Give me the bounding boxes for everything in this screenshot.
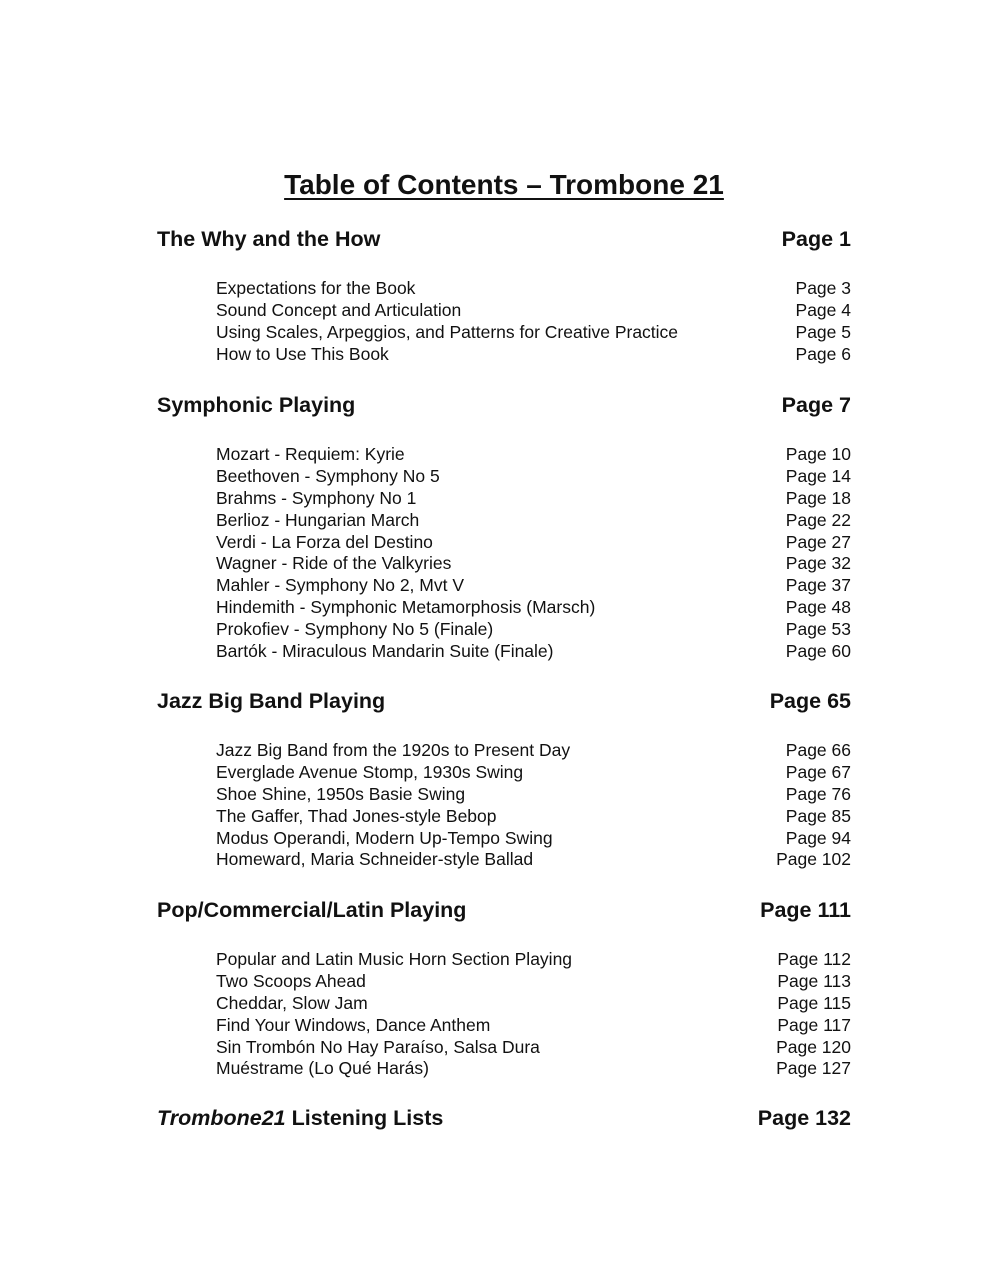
entry-label: Find Your Windows, Dance Anthem	[216, 1014, 491, 1035]
toc-entry[interactable]	[216, 784, 851, 806]
entry-page: Page 112	[777, 949, 851, 969]
toc-section-listening-lists	[157, 1104, 851, 1132]
entry-label: Popular and Latin Music Horn Section Playing	[216, 949, 573, 969]
entry-page: Page 66	[785, 740, 851, 760]
section-title: Pop/Commercial/Latin Playing	[157, 898, 467, 922]
toc-entry[interactable]	[216, 553, 851, 575]
entry-page: Page 102	[776, 849, 851, 870]
entry-page: Page 27	[785, 531, 851, 552]
toc-entry[interactable]	[216, 488, 851, 510]
toc-section-symphonic	[157, 391, 851, 663]
entry-page: Page 115	[777, 992, 851, 1013]
entry-page: Page 117	[777, 1014, 851, 1035]
toc-entry[interactable]	[216, 740, 851, 762]
entry-label: Homeward, Maria Schneider-style Ballad	[216, 849, 534, 870]
toc-section-pop-latin	[157, 896, 851, 1080]
entry-label: Brahms - Symphony No 1	[216, 487, 417, 508]
entry-page: Page 53	[785, 619, 851, 640]
section-page: Page 111	[760, 898, 851, 922]
section-title-rest: Listening Lists	[285, 1106, 444, 1130]
toc-entry[interactable]	[216, 575, 851, 597]
entry-label: Sin Trombón No Hay Paraíso, Salsa Dura	[216, 1036, 540, 1057]
entry-label: Jazz Big Band from the 1920s to Present Day	[216, 740, 571, 760]
section-page: Page 7	[781, 393, 851, 417]
toc-entry[interactable]	[216, 597, 851, 619]
entry-label: Sound Concept and Articulation	[216, 299, 462, 320]
entry-label: Using Scales, Arpeggios, and Patterns for Creative Practice	[216, 321, 679, 342]
page-title-text: Table of Contents – Trombone 21	[284, 169, 724, 200]
entry-label: Prokofiev - Symphony No 5 (Finale)	[216, 619, 494, 640]
toc-entry[interactable]	[216, 444, 851, 466]
entry-label: Expectations for the Book	[216, 278, 416, 298]
entry-label: Everglade Avenue Stomp, 1930s Swing	[216, 761, 524, 782]
entry-page: Page 60	[785, 641, 851, 662]
entry-label: Mahler - Symphony No 2, Mvt V	[216, 575, 464, 596]
toc-entry[interactable]	[216, 849, 851, 871]
toc-entry[interactable]	[216, 278, 851, 300]
section-heading[interactable]	[157, 896, 851, 924]
toc-section-why-how	[157, 225, 851, 366]
toc-entry[interactable]	[216, 641, 851, 663]
section-page: Page 65	[769, 689, 851, 713]
entry-label: Berlioz - Hungarian March	[216, 509, 420, 530]
entry-page: Page 32	[785, 553, 851, 574]
section-entries	[216, 949, 851, 1080]
entry-page: Page 18	[785, 487, 851, 508]
toc-entry[interactable]	[216, 949, 851, 971]
toc-entry[interactable]	[216, 762, 851, 784]
section-title: Symphonic Playing	[157, 393, 356, 417]
entry-page: Page 4	[795, 299, 851, 320]
toc-section-jazz	[157, 687, 851, 871]
entry-label: Modus Operandi, Modern Up-Tempo Swing	[216, 827, 553, 848]
toc-entry[interactable]	[216, 1037, 851, 1059]
toc-entry[interactable]	[216, 993, 851, 1015]
entry-page: Page 48	[785, 597, 851, 618]
section-heading[interactable]	[157, 225, 851, 253]
entry-page: Page 22	[785, 509, 851, 530]
section-heading[interactable]	[157, 1104, 851, 1132]
entry-page: Page 120	[776, 1036, 851, 1057]
toc-entry[interactable]	[216, 322, 851, 344]
entry-page: Page 94	[785, 827, 851, 848]
toc-entry[interactable]	[216, 619, 851, 641]
entry-label: Shoe Shine, 1950s Basie Swing	[216, 783, 466, 804]
toc-entry[interactable]	[216, 971, 851, 993]
section-title-italic: Trombone21	[157, 1106, 286, 1130]
toc-entry[interactable]	[216, 510, 851, 532]
section-entries	[216, 444, 851, 663]
entry-label: Muéstrame (Lo Qué Harás)	[216, 1058, 429, 1079]
entry-page: Page 5	[795, 321, 851, 342]
entry-label: Mozart - Requiem: Kyrie	[216, 444, 405, 464]
section-heading[interactable]	[157, 391, 851, 419]
entry-label: Beethoven - Symphony No 5	[216, 465, 440, 486]
toc-entry[interactable]	[216, 1058, 851, 1080]
page-title	[0, 167, 1008, 203]
entry-label: How to Use This Book	[216, 343, 389, 364]
entry-label: The Gaffer, Thad Jones-style Bebop	[216, 805, 497, 826]
section-title: Jazz Big Band Playing	[157, 689, 386, 713]
section-heading[interactable]	[157, 687, 851, 715]
entry-page: Page 14	[785, 465, 851, 486]
entry-page: Page 6	[795, 343, 851, 364]
entry-page: Page 85	[785, 805, 851, 826]
toc-entry[interactable]	[216, 466, 851, 488]
entry-label: Cheddar, Slow Jam	[216, 992, 368, 1013]
entry-page: Page 10	[785, 444, 851, 464]
toc-entry[interactable]	[216, 828, 851, 850]
entry-page: Page 113	[777, 970, 851, 991]
entry-page: Page 76	[785, 783, 851, 804]
section-page: Page 132	[757, 1106, 851, 1130]
toc-entry[interactable]	[216, 532, 851, 554]
section-title	[157, 1104, 443, 1132]
entry-label: Two Scoops Ahead	[216, 970, 366, 991]
section-page: Page 1	[781, 227, 851, 251]
entry-page: Page 3	[795, 278, 851, 298]
toc-entry[interactable]	[216, 1015, 851, 1037]
entry-page: Page 37	[785, 575, 851, 596]
entry-label: Hindemith - Symphonic Metamorphosis (Marsch)	[216, 597, 596, 618]
section-entries	[216, 278, 851, 366]
toc-entry[interactable]	[216, 344, 851, 366]
entry-page: Page 127	[776, 1058, 851, 1079]
entry-label: Wagner - Ride of the Valkyries	[216, 553, 452, 574]
section-entries	[216, 740, 851, 871]
toc-entry[interactable]	[216, 806, 851, 828]
entry-label: Bartók - Miraculous Mandarin Suite (Finale)	[216, 641, 554, 662]
section-title: The Why and the How	[157, 227, 381, 251]
entry-page: Page 67	[785, 761, 851, 782]
entry-label: Verdi - La Forza del Destino	[216, 531, 433, 552]
toc-entry[interactable]	[216, 300, 851, 322]
